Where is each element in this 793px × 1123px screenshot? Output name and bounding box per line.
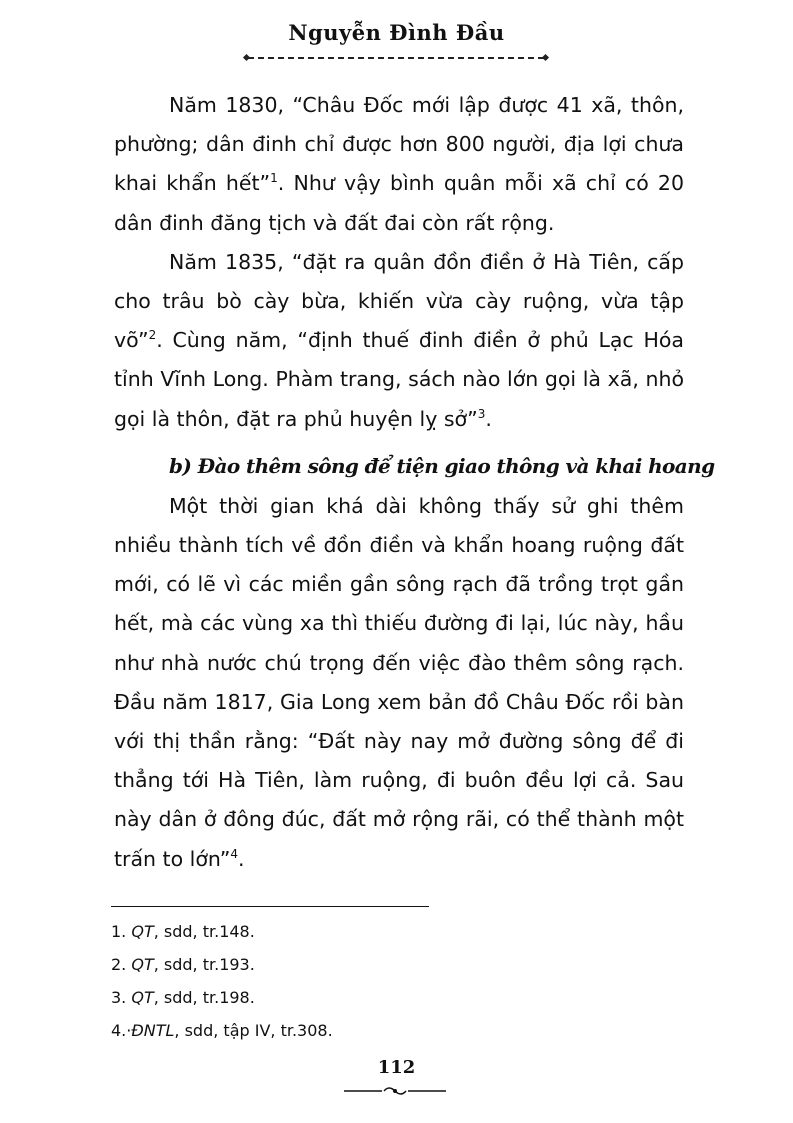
footnote-ref-2[interactable]: 2 <box>148 328 157 343</box>
footnote-ref-1[interactable]: 1 <box>270 171 278 186</box>
section-heading: b) Đào thêm sông để tiện giao thông và khai hoang <box>169 453 715 478</box>
paragraph-2: Năm 1835, “đặt ra quân đồn điền ở Hà Tiên, cấp cho trâu bò cày bừa, khiến vừa cày ruộng, vừa tập võ”$^2$. Cùng năm, “định thuế đinh điền ở phủ Lạc Hóa tỉnh Vĩnh Long. Phàm trang, sách nào lớn gọi là xã, nhỏ gọi là thôn, đặt ra phủ huyện lỵ sở”$^3$. <box>114 249 684 431</box>
page-number: 112 <box>377 1057 416 1078</box>
footnote-separator <box>111 906 429 907</box>
header-ornament-rule <box>248 57 544 59</box>
footnote-ref-4[interactable]: 4 <box>230 846 239 861</box>
footnote-4: 4.·ĐNTL, sdd, tập IV, tr.308. <box>111 1021 333 1040</box>
footnote-3: 3. QT, sdd, tr.198. <box>111 988 255 1007</box>
footnotes <box>111 920 611 1052</box>
running-header: Nguyễn Đình Đầu <box>288 20 505 45</box>
footnote-2: 2. QT, sdd, tr.193. <box>111 955 255 974</box>
body-text <box>114 86 715 879</box>
paragraph-3: Một thời gian khá dài không thấy sử ghi thêm nhiều thành tích về đồn điền và khẩn hoang ruộng đất mới, có lẽ vì các miền gần sông rạch đã trồng trọt gần hết, mà các vùng xa thì thiếu đường đi lại, lúc này, hầu như nhà nước chú trọng đến việc đào thêm sông rạch. Đầu năm 1817, Gia Long xem bản đồ Châu Đốc rồi bàn với thị thần rằng: “Đất này nay mở đường sông để đi thẳng tới Hà Tiên, làm ruộng, đi buôn đều lợi cả. Sau này dân ở đông đúc, đất mở rộng rãi, có thể thành một trấn to lớn”$^4$. <box>114 493 684 871</box>
footnote-1: 1. QT, sdd, tr.148. <box>111 922 255 941</box>
page-number-ornament <box>344 1085 446 1097</box>
footnote-ref-3[interactable]: 3 <box>477 406 486 421</box>
paragraph-1: Năm 1830, “Châu Đốc mới lập được 41 xã, thôn, phường; dân đinh chỉ được hơn 800 người, địa lợi chưa khai khẩn hết”$^1$. Như vậy bình quân mỗi xã chỉ có 20 dân đinh đăng tịch và đất đai còn rất rộng. <box>114 93 685 235</box>
